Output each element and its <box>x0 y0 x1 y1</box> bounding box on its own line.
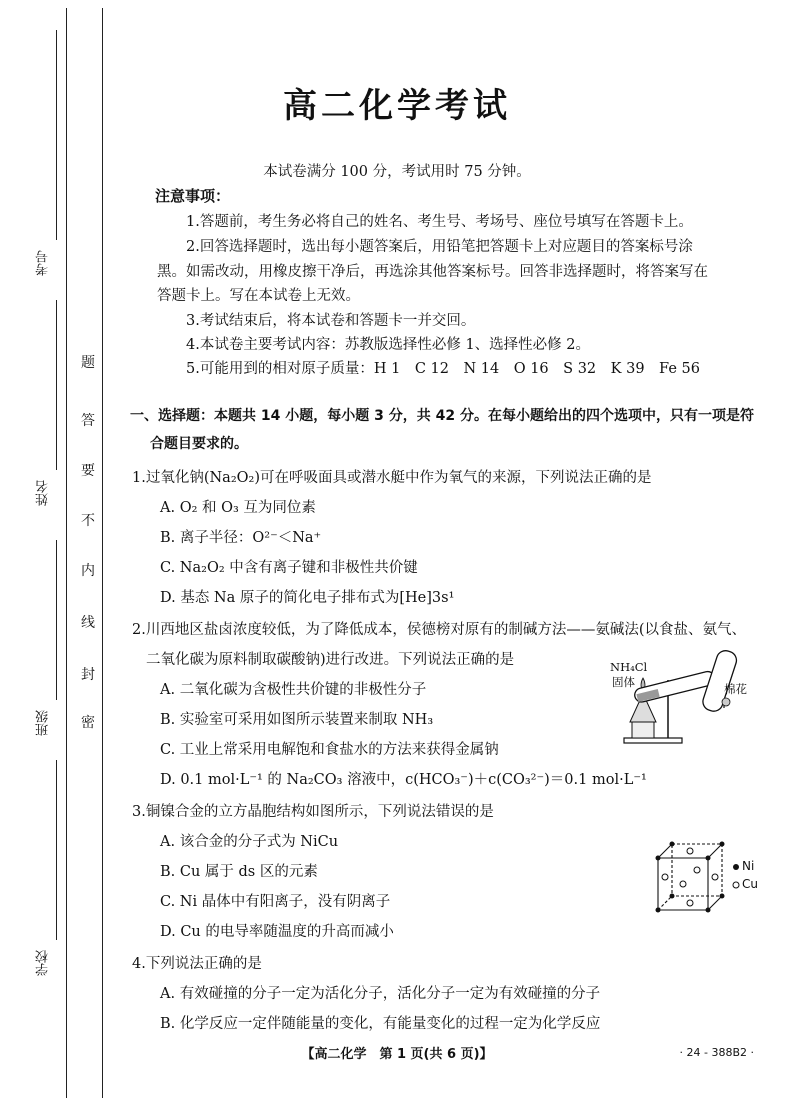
paper-code: · 24 - 388B2 · <box>679 1046 754 1059</box>
q2-option-c: C. 工业上常采用电解饱和食盐水的方法来获得金属钠 <box>160 742 499 758</box>
legend-ni: Ni <box>742 859 755 873</box>
page-footer: 【高二化学 第 1 页(共 6 页)】 <box>301 1047 493 1062</box>
note-3: 3.考试结束后，将本试卷和答题卡一并交回。 <box>186 313 476 329</box>
note-5: 5.可能用到的相对原子质量：H 1 C 12 N 14 O 16 S 32 K 39 Fe 56 <box>186 361 700 377</box>
seal-char-4: 不 <box>81 513 95 529</box>
intro-line: 本试卷满分 100 分，考试用时 75 分钟。 <box>263 164 531 180</box>
fig-label-solid: 固体 <box>612 675 635 689</box>
section1-heading-cont: 合题目要求的。 <box>150 436 248 452</box>
notes-heading: 注意事项： <box>155 187 231 205</box>
xingming-label: 姓名 <box>36 480 51 506</box>
xuexiao-fill-line <box>56 760 57 940</box>
fig-label-cotton: 棉花 <box>724 682 747 696</box>
xuexiao-label: 学校 <box>36 950 51 976</box>
seal-char-7: 封 <box>81 667 95 683</box>
q2-option-a: A. 二氧化碳为含极性共价键的非极性分子 <box>160 682 427 698</box>
section1-heading: 一、选择题：本题共 14 小题，每小题 3 分，共 42 分。在每小题给出的四个选项中，只有一项是符 <box>130 408 754 424</box>
q3-option-d: D. Cu 的电导率随温度的升高而减小 <box>160 924 394 940</box>
q1-stem: 1.过氧化钠(Na₂O₂)可在呼吸面具或潜水艇中作为氧气的来源，下列说法正确的是 <box>132 470 652 486</box>
seal-char-5: 内 <box>81 563 95 579</box>
alcohol-lamp <box>630 700 656 722</box>
note-1: 1.答题前，考生务必将自己的姓名、考生号、考场号、座位号填写在答题卡上。 <box>186 214 693 230</box>
q3-option-c: C. Ni 晶体中有阳离子，没有阴离子 <box>160 894 391 910</box>
kaohao-label: 考号 <box>36 250 51 276</box>
cu-legend-icon <box>731 880 741 890</box>
q4-stem: 4.下列说法正确的是 <box>132 956 262 972</box>
q3-stem: 3.铜镍合金的立方晶胞结构如图所示，下列说法错误的是 <box>132 804 494 820</box>
q2-option-b: B. 实验室可采用如图所示装置来制取 NH₃ <box>160 712 434 728</box>
seal-char-1: 题 <box>81 355 95 371</box>
note-4: 4.本试卷主要考试内容：苏教版选择性必修 1、选择性必修 2。 <box>186 337 591 353</box>
seal-char-6: 线 <box>81 615 95 631</box>
q1-option-a: A. O₂ 和 O₃ 互为同位素 <box>160 500 316 516</box>
q3-option-a: A. 该合金的分子式为 NiCu <box>160 834 339 850</box>
kaohao-fill-line <box>56 30 57 240</box>
fig-label-nh4cl: NH₄Cl <box>610 660 648 674</box>
q1-option-c: C. Na₂O₂ 中含有离子键和非极性共价键 <box>160 560 418 576</box>
seal-char-2: 答 <box>81 413 95 429</box>
q2-option-d: D. 0.1 mol·L⁻¹ 的 Na₂CO₃ 溶液中，c(HCO₃⁻)＋c(CO₃²⁻)＝0.1 mol·L⁻¹ <box>160 772 647 788</box>
unit-cell-figure <box>650 838 730 918</box>
banji-fill-line <box>56 540 57 700</box>
banji-label: 班级 <box>36 710 51 736</box>
note-2-cont: 黑。如需改动，用橡皮擦干净后，再选涂其他答案标号。回答非选择题时，将答案写在 <box>157 264 708 280</box>
q1-option-d: D. 基态 Na 原子的简化电子排布式为[He]3s¹ <box>160 590 455 606</box>
q4-option-b: B. 化学反应一定伴随能量的变化，有能量变化的过程一定为化学反应 <box>160 1016 601 1032</box>
q1-option-b: B. 离子半径：O²⁻＜Na⁺ <box>160 530 322 546</box>
xingming-fill-line <box>56 300 57 470</box>
seal-char-8: 密 <box>81 715 95 731</box>
seal-char-3: 要 <box>81 463 95 479</box>
q2-stem-cont: 二氧化碳为原料制取碳酸钠)进行改进。下列说法正确的是 <box>146 652 515 668</box>
q2-stem: 2.川西地区盐卤浓度较低，为了降低成本，侯德榜对原有的制碱方法——氨碱法(以食盐、氨气、 <box>132 622 746 638</box>
apparatus-base <box>624 738 682 743</box>
ni-legend-icon <box>731 862 741 872</box>
legend-cu: Cu <box>742 877 758 891</box>
cotton-plug <box>722 698 730 706</box>
q3-option-b: B. Cu 属于 ds 区的元素 <box>160 864 318 880</box>
q4-option-a: A. 有效碰撞的分子一定为活化分子，活化分子一定为有效碰撞的分子 <box>160 986 601 1002</box>
note-2: 2.回答选择题时，选出每小题答案后，用铅笔把答题卡上对应题目的答案标号涂 <box>186 239 693 255</box>
note-2-end: 答题卡上。写在本试卷上无效。 <box>157 288 360 304</box>
exam-title: 高二化学考试 <box>283 86 511 126</box>
